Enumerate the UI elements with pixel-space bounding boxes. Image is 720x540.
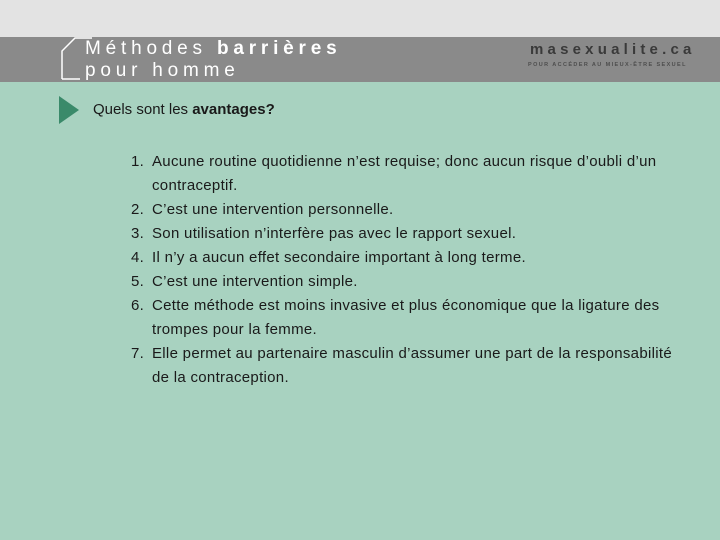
item-text: C’est une intervention simple. — [152, 273, 358, 290]
item-number: 6. — [131, 297, 145, 314]
list-item — [131, 150, 691, 198]
item-number: 3. — [131, 225, 145, 242]
brand-tagline: POUR ACCÉDER AU MIEUX-ÊTRE SEXUEL — [528, 62, 687, 68]
item-text: C’est une intervention personnelle. — [152, 201, 394, 218]
question-emphasis: avantages? — [192, 101, 275, 118]
item-number: 1. — [131, 153, 145, 170]
list-item — [131, 198, 691, 222]
item-number: 5. — [131, 273, 145, 290]
list-item — [131, 294, 691, 342]
item-number: 4. — [131, 249, 145, 266]
question-prefix: Quels sont les — [93, 101, 189, 118]
slide-title — [85, 38, 341, 60]
item-text: Aucune routine quotidienne n’est requise; donc aucun risque d’oubli d’un contraceptif. — [152, 153, 657, 194]
question-heading — [93, 101, 275, 118]
title-bold: barrières — [216, 38, 342, 59]
item-text: Son utilisation n’interfère pas avec le rapport sexuel. — [152, 225, 517, 242]
triangle-arrow-right-icon — [59, 96, 79, 124]
item-text: Elle permet au partenaire masculin d’assumer une part de la responsabilité de la contraception. — [152, 345, 672, 386]
list-item — [131, 246, 691, 270]
slide-subtitle: pour homme — [85, 60, 240, 81]
item-number: 7. — [131, 345, 145, 362]
brand-logo-text: masexualite.ca — [530, 41, 696, 58]
advantages-list — [131, 150, 691, 390]
item-text: Cette méthode est moins invasive et plus économique que la ligature des trompes pour la femme. — [152, 297, 660, 338]
list-item — [131, 222, 691, 246]
title-part1: Méthodes — [85, 38, 207, 59]
item-number: 2. — [131, 201, 145, 218]
list-item — [131, 270, 691, 294]
top-strip — [0, 0, 720, 37]
list-item — [131, 342, 691, 390]
item-text: Il n’y a aucun effet secondaire important à long terme. — [152, 249, 526, 266]
